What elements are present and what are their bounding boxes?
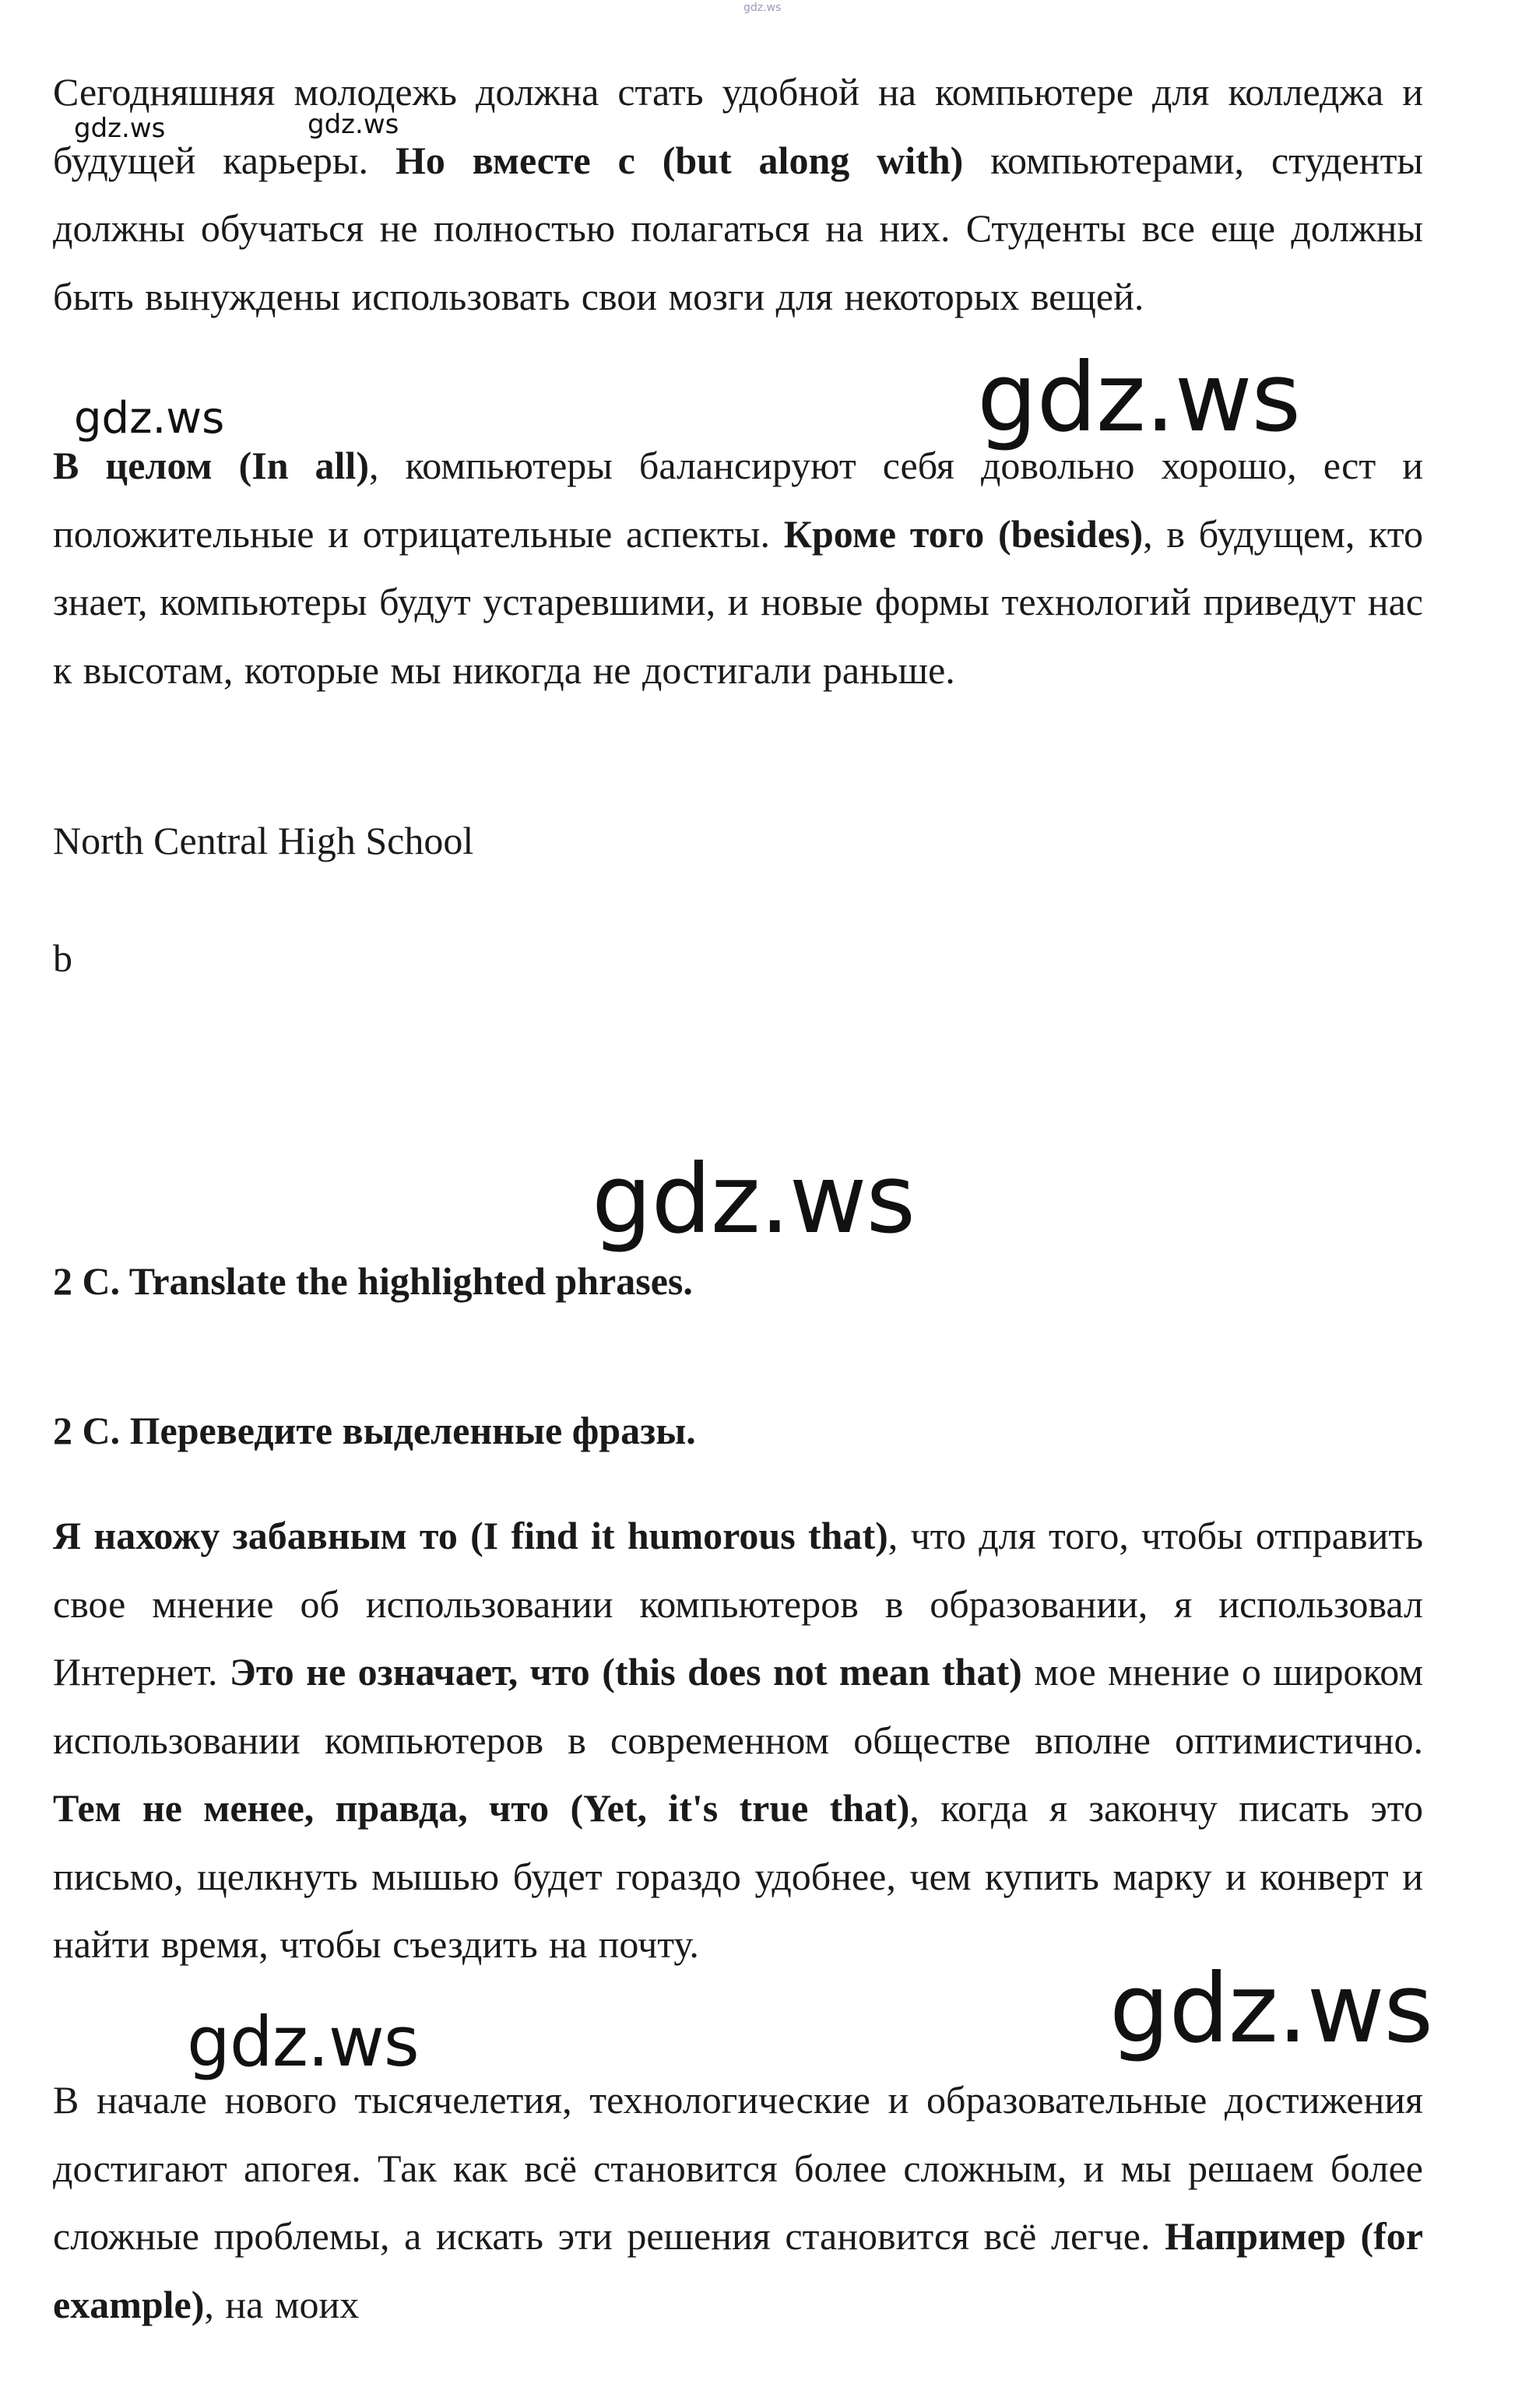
paragraph-3-text-1: , что для того, чтобы отправить свое мнение об использовании компьютеров в образовании, я использовал Интернет. [53, 1514, 1424, 1694]
paragraph-3-highlight-3: Тем не менее, правда, что (Yet, it's true that) [53, 1786, 910, 1830]
task-heading-russian: 2 C. Переведите выделенные фразы. [53, 1409, 696, 1452]
paragraph-4 [53, 2066, 1423, 2339]
school-signature: North Central High School [53, 819, 474, 862]
paragraph-2 [53, 432, 1423, 704]
watermark-small-2: gdz.ws [308, 109, 399, 140]
paragraph-3-highlight-1: Я нахожу забавным то (I find it humorous that) [53, 1514, 888, 1557]
paragraph-4-text-2: , на моих [204, 2282, 360, 2326]
paragraph-1-text-2: компьютерами, студенты должны обучаться не полностью полагаться на них. Студенты все еще должны быть вынуждены использовать свои мозги для некоторых вещей. [53, 138, 1424, 318]
paragraph-1-text-1: Сегодняшняя молодежь должна стать удобной на компьютере для колледжа и будущей карьеры. [53, 70, 1423, 182]
paragraph-3-text-3: , когда я закончу писать это письмо, щелкнуть мышью будет гораздо удобнее, чем купить марку и конверт и найти время, чтобы съездить на почту. [53, 1786, 1423, 1966]
watermark-tiny-top: gdz.ws [743, 2, 782, 14]
paragraph-2-text-2: , в будущем, кто знает, компьютеры будут устаревшими, и новые формы технологий приведут нас к высотам, которые мы никогда не достигали раньше. [53, 511, 1423, 692]
paragraph-2-highlight-1: В целом (In all) [53, 444, 369, 487]
watermark-large-1: gdz.ws [977, 342, 1301, 453]
paragraph-2-text-1: , компьютеры балансируют себя довольно хорошо, ест и положительные и отрицательные аспекты. [53, 444, 1423, 556]
watermark-medium-1: gdz.ws [74, 393, 225, 444]
paragraph-1-highlight-1: Но вместе с (but along with) [395, 138, 964, 182]
watermark-small-1: gdz.ws [74, 113, 166, 144]
paragraph-2-highlight-2: Кроме того (besides) [783, 511, 1144, 556]
paragraph-4-text-1: В начале нового тысячелетия, технологические и образовательные достижения достигают апогея. Так как всё становится более сложным, и мы решаем более сложные проблемы, а искать эти решения становится всё легче. [53, 2078, 1423, 2258]
watermark-large-2: gdz.ws [592, 1144, 916, 1255]
paragraph-1 [53, 58, 1423, 331]
answer-letter: b [53, 936, 72, 980]
paragraph-3-highlight-2: Это не означает, что (this does not mean that) [229, 1650, 1022, 1694]
paragraph-3 [53, 1502, 1423, 1979]
paragraph-3-text-2: мое мнение о широком использовании компьютеров в современном обществе вполне оптимистично. [53, 1650, 1423, 1762]
paragraph-4-highlight-1: Например (for example) [53, 2214, 1423, 2326]
watermark-large-4: gdz.ws [187, 2002, 419, 2082]
watermark-large-3: gdz.ws [1109, 1953, 1433, 2064]
task-heading-english: 2 C. Translate the highlighted phrases. [53, 1259, 693, 1303]
